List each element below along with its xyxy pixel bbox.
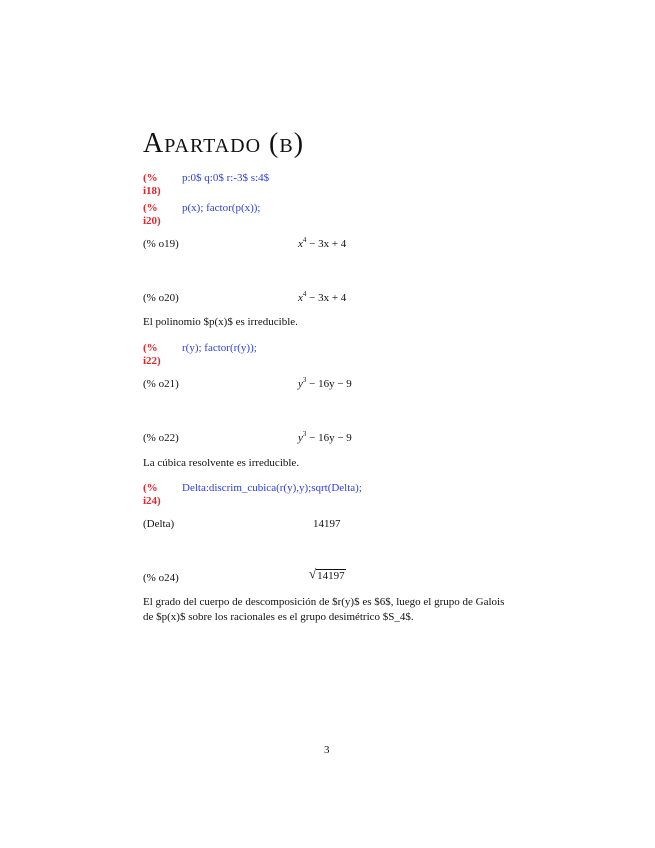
- paragraph: La cúbica resolvente es irreducible.: [143, 457, 300, 469]
- conclusion-line: El grado del cuerpo de descomposición de $r(y)$ es $6$, luego el grupo de Galois: [143, 596, 505, 608]
- output-expression: $y^3 - 16y - 9$: [298, 376, 352, 390]
- input-label: (% i22): [143, 342, 161, 367]
- conclusion-line: de $p(x)$ sobre los racionales es el grupo desimétrico $S_4$.: [143, 611, 414, 623]
- input-code[interactable]: r(y); factor(r(y));: [182, 342, 257, 354]
- output-value: 14197: [313, 518, 341, 530]
- input-code[interactable]: p:0$ q:0$ r:-3$ s:4$: [182, 172, 270, 184]
- output-expression: $x^4 - 3x + 4$: [298, 290, 347, 304]
- output-label: (Delta): [143, 518, 175, 530]
- output-expression: $x^4 - 3x + 4$: [298, 236, 347, 250]
- output-label: (% o21): [143, 378, 179, 390]
- output-label: (% o24): [143, 572, 179, 584]
- output-label: (% o22): [143, 432, 179, 444]
- input-label: (% i24): [143, 482, 161, 507]
- input-label: (% i20): [143, 202, 161, 227]
- input-code[interactable]: Delta:discrim_cubica(r(y),y);sqrt(Delta);: [182, 482, 362, 494]
- input-label: (% i18): [143, 172, 161, 197]
- output-label: (% o20): [143, 292, 179, 304]
- conclusion-paragraph: [143, 595, 504, 625]
- output-label: (% o19): [143, 238, 179, 250]
- input-code[interactable]: p(x); factor(p(x));: [182, 202, 261, 214]
- output-expression: $y^3 - 16y - 9$: [298, 430, 352, 444]
- sqrt-icon: √: [309, 566, 317, 581]
- paragraph: El polinomio $p(x)$ es irreducible.: [143, 316, 298, 328]
- output-sqrt-expression: √ 14197: [309, 566, 345, 582]
- page-number: 3: [324, 744, 330, 756]
- section-title: Apartado (b): [143, 128, 305, 159]
